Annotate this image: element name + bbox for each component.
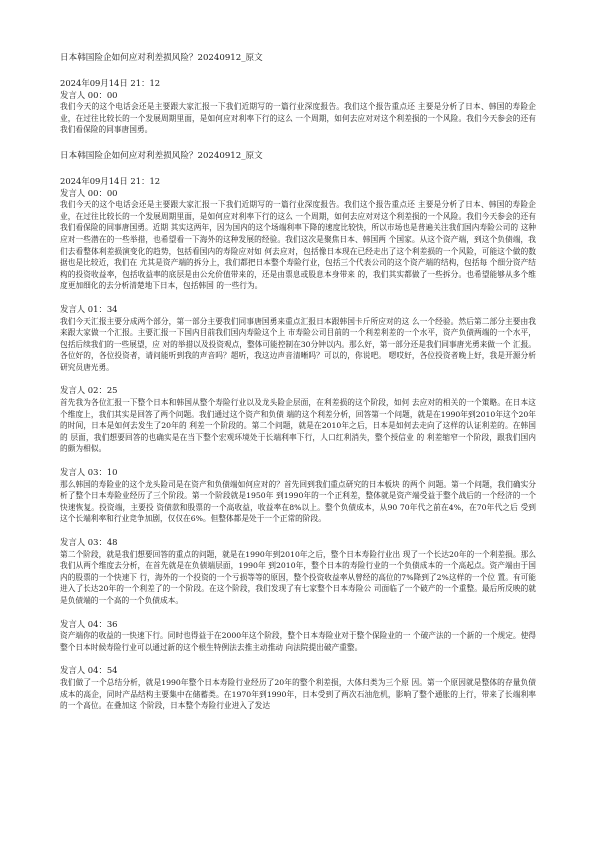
speaker-label: 发言人 04：54	[60, 665, 118, 676]
speaker-label: 发言人 02：25	[60, 385, 118, 396]
transcript-paragraph: 那么韩国的寿险业的这个龙头险司是在资产和负债端如何应对的？首先回到我们重点研究的日本板块 的两个 问题。第一个问题，我们确实分析了整个日本寿险业经历了三个阶段。第一个阶段就是1950年 到1990年的一个正利差，整体就是资产端受益于整个战后的一个经济的一个快速恢复。投资端，主要投 资债款和股票的一个高收益，收益率在8%以上。整个负债成本，从90 70年代之前在4%，在70年代之后 受到这个长端利率和行业竞争加剧，仅仅在6%。但整体都是处于一个正常的阶段。	[60, 479, 536, 524]
transcript-paragraph: 第二个阶段，就是我们想要回答的重点的问题，就是在1990年到2010年之后，整个日本寿险行业出 现了一个长达20年的一个利差损。那么我们从两个维度去分析，在首先就是在负债端层面，1990年 到2010年，整个日本的寿险行业的一个负债成本的一个高起点。资产端由于国内的股票的一个快速下 行，海外的一个投资的一个亏损等等的原因，整个投资收益率从曾经的高位的7%降到了2%这样的一个位 置。有可能进入了长达20年的一个利差了的一个阶段。在这个阶段，我们发现了有七家整个日本寿险公 司面临了一个破产的一个重整。最后所反映的就是负债端的一个高的一个负债成本。	[60, 549, 536, 605]
transcript-paragraph: 我们今天的这个电话会还是主要跟大家汇报一下我们近期写的一篇行业深度报告。我们这个报告重点还 主要是分析了日本、韩国的寿险企业，在过往比较长的一个发展周期里面，是如何应对利率下行的这么 一个周期，如何去应对对这个利差损的一个风险。我们今天参会的还有我们看保险的同事唐国勇。	[60, 102, 536, 135]
speaker-label: 发言人 00：00	[60, 89, 118, 100]
speaker-label: 发言人 01：34	[60, 303, 118, 314]
transcript-paragraph: 首先我为各位汇报一下整个日本和韩国从整个寿险行业以及龙头险企层面，在利差损的这个阶段，如何 去应对的相关的一个策略。在日本这个维度上，我们其实是回答了两个问题。我们通过这个资产和负债 端的这个利差分析，回答第一个问题，就是在1990年到2010年这个20年的时间，日本是如何去发生了20年的 利差一个阶段的。第二个问题，就是在2010年之后，日本是如何去走向了这样的认证利差的。在韩国的 层面，我们想要回答的也确实是在当下整个宏观环境处于长端利率下行，人口红利消失，整个授信业 的 利差缩窄一个阶段，跟我们国内的颇为相似。	[60, 398, 536, 454]
transcript-paragraph: 我们做了一个总结分析，就是1990年整个日本寿险行业经历了20年的整个利差损，大体归类为三个原 因。第一个原因就是整体的存量负债成本的高企，同时产品结构主要集中在储蓄类。在1970年到1990年，日本受到了两次石油危机，影响了整个通胀的上行，带来了长端利率的一个高位。在叠加这 个阶段，日本整个寿险行业进入了发达	[60, 677, 536, 711]
timestamp-repeat: 2024年09月14日 21：12	[60, 175, 161, 186]
transcript-paragraph: 我们今天汇报主要分成两个部分，第一部分主要我们同事唐国勇来重点汇报日本跟韩国卡斤所应对的这 么一个经验。然后第二部分主要由我来跟大家做一个汇报。主要汇报一下国内目前我们国内寿险这个上 市寿险公司目前的一个利差利差的一个水平，资产负债两端的一个水平，包括后续我们的一些展望，应 对的举措以及投资观点，整体可能控制在30分钟以内。那么好，第一部分还是我们同事唐光勇来做一个 汇报。各位好的，各位投资者，请问能听到我的声音吗？超听，我这边声音清晰吗？可以的，你说吧。 嗯哎好，各位投资者晚上好，我是开源分析研究员唐光勇。	[60, 316, 536, 372]
document-body	[60, 52, 536, 712]
timestamp: 2024年09月14日 21：12	[60, 78, 161, 88]
document-title-repeat: 日本韩国险企如何应对利差损风险？20240912_原文	[60, 150, 263, 161]
transcript-paragraph: 我们今天的这个电话会还是主要跟大家汇报一下我们近期写的一篇行业深度报告。我们这个报告重点还 主要是分析了日本、韩国的寿险企业，在过往比较长的一个发展周期里面，是如何应对利率下行的这么 一个周期，如何去应对对这个利差损的一个风险。我们今天参会的还有我们看保险的同事唐国勇。近期 其实这两年，因为国内的这个场端利率下降的速度比较快，所以市场也是普遍关注我们国内寿险公司的 这种应对一些潜在的一些举措，也希望看一下海外的这种发展的经验。我们这次是聚焦日本、韩国两 个国家。从这个资产端，到这个负债端，我们去看整体利差损演变化的趋势，包括看国内的寿险应对如 何去应对，包括像日本现在已经走出了这个利差损的一个风险，可能这个做的数据也是比较近，我们在 尤其是资产端的拆分上，我们都把日本整个寿险行业，包括三个代表公司的这个资产端的结构，包括每 个细分资产结构的投资收益率，包括收益率的底层是由公允价值带来的，还是由票息或股息本身带来 的，我们其实都做了一些拆分。也希望能够从多个维度更加细化的去分析清楚地下日本，包括韩国 的一些行为。	[60, 200, 536, 291]
document-title: 日本韩国险企如何应对利差损风险？20240912_原文	[60, 53, 263, 63]
speaker-label: 发言人 04：36	[60, 618, 118, 629]
speaker-label: 发言人 03：10	[60, 467, 118, 478]
speaker-label: 发言人 03：48	[60, 537, 118, 547]
speaker-label: 发言人 00：00	[60, 187, 118, 198]
transcript-paragraph: 资产端你的收益的一快速下行。同时也得益于在2000年这个阶段，整个日本寿险业对于整个保险业的一 个破产法的一个新的一个规定。使得整个日本时候寿险行业可以通过新的这个根生特例法去推主动推动 向法院提出破产重整。	[60, 631, 536, 652]
